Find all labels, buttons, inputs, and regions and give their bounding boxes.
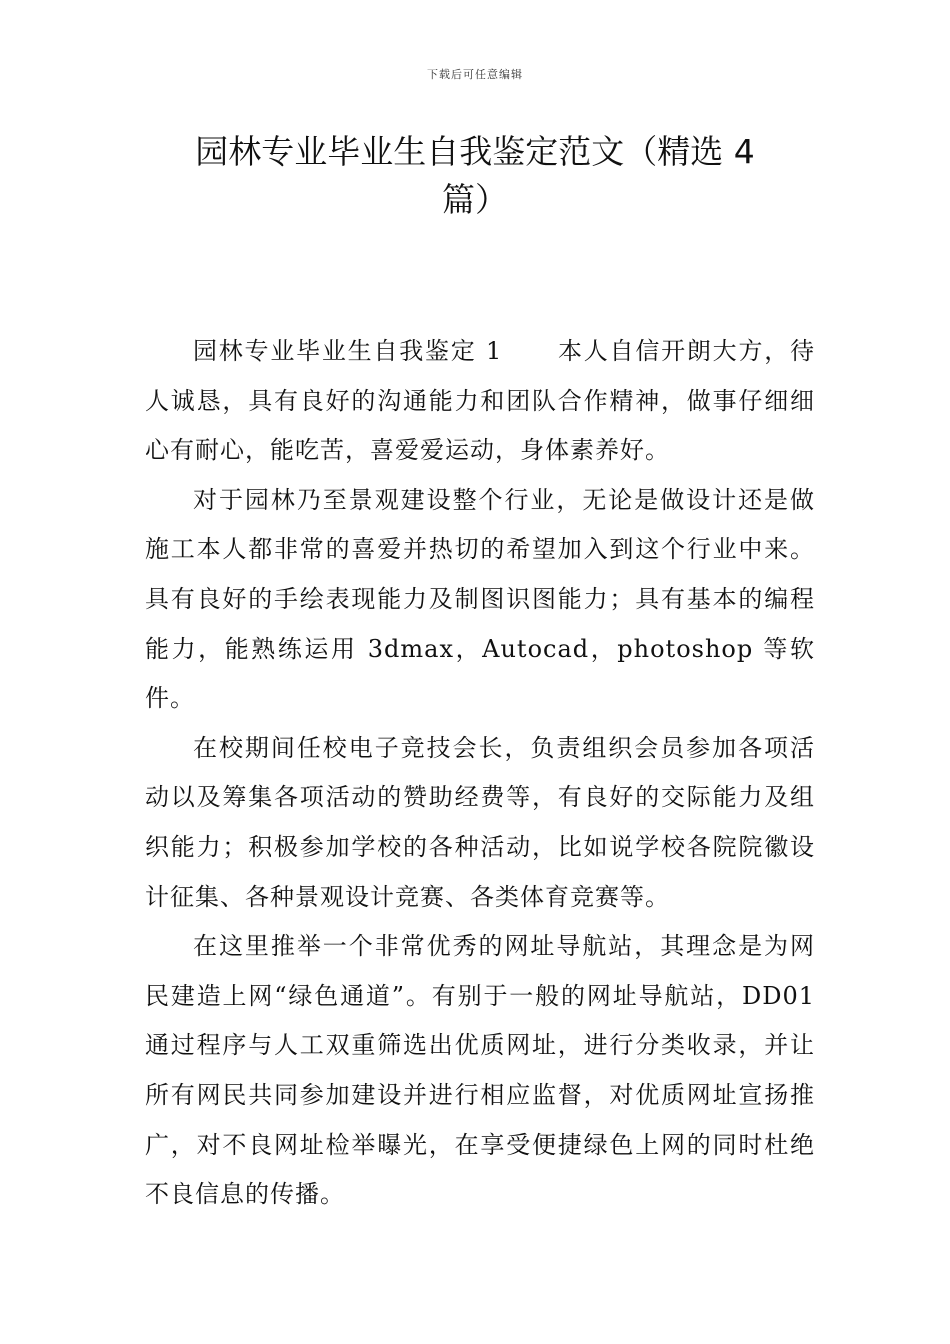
paragraph-1-text: 本人自信开朗大方，待人诚恳，具有良好的沟通能力和团队合作精神，做事仔细细心有耐心，能吃苦，喜爱爱运动，身体素养好。 — [145, 337, 816, 465]
document-body — [145, 327, 815, 1220]
document-title-line-1: 园林专业毕业生自我鉴定范文（精选 4 — [195, 132, 755, 171]
section-heading: 园林专业毕业生自我鉴定 1 — [193, 337, 503, 365]
document-title-line-2: 篇） — [442, 180, 508, 219]
paragraph-4: 在这里推举一个非常优秀的网址导航站，其理念是为网民建造上网“绿色通道”。有别于一般的网址导航站，DD01 通过程序与人工双重筛选出优质网址，进行分类收录，并让所有网民共同参加建设并进行相应监督，对优质网址宣扬推广，对不良网址检举曝光，在享受便捷绿色上网的同时杜绝不良信息的传播。 — [145, 932, 815, 1209]
paragraph-2: 对于园林乃至景观建设整个行业，无论是做设计还是做施工本人都非常的喜爱并热切的希望加入到这个行业中来。具有良好的手绘表现能力及制图识图能力；具有基本的编程能力，能熟练运用 3dmax，Autocad，photoshop 等软件。 — [145, 485, 815, 713]
paragraph-3: 在校期间任校电子竞技会长，负责组织会员参加各项活动以及筹集各项活动的赞助经费等，有良好的交际能力及组织能力；积极参加学校的各种活动，比如说学校各院院徽设计征集、各种景观设计竞赛、各类体育竞赛等。 — [145, 733, 815, 911]
document-title — [150, 128, 800, 224]
paragraph-1 — [145, 327, 815, 476]
page-header-note: 下载后可任意编辑 — [427, 68, 523, 81]
